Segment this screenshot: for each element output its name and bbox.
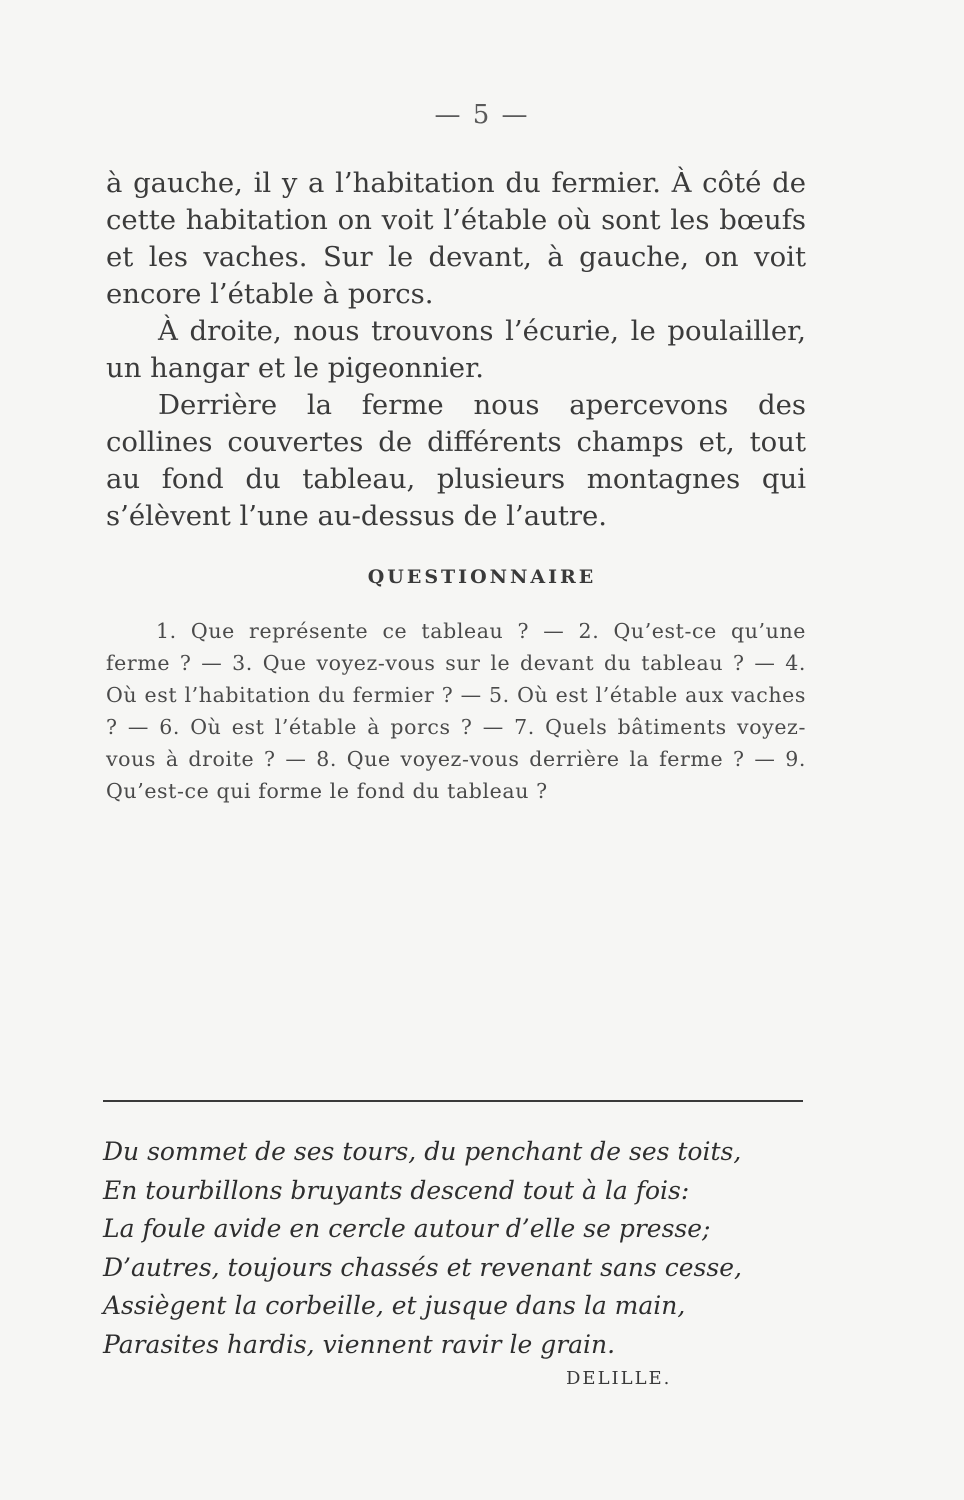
questionnaire-text: 1. Que représente ce tableau ? — 2. Qu’est-ce qu’une ferme ? — 3. Que voyez-vous sur le devant du tableau ? — 4. Où est l’habitation du fermier ? — 5. Où est l’étable aux vaches ? — 6. Où est l’étable à porcs ? — 7. Quels bâtiments voyez-vous à droite ? — 8. Que voyez-vous derrière la ferme ? — 9. Qu’est-ce qui forme le fond du tableau ? xyxy=(106,619,806,803)
poem-line: Du sommet de ses tours, du penchant de ses toits, xyxy=(103,1137,742,1166)
page-number: — 5 — xyxy=(434,100,530,130)
paragraph-farm-right: À droite, nous trouvons l’écurie, le poulailler, un hangar et le pigeonnier. xyxy=(106,315,806,384)
poem-line: En tourbillons bruyants descend tout à la fois: xyxy=(103,1175,690,1205)
poem-line: Parasites hardis, viennent ravir le grain. xyxy=(103,1329,616,1359)
poem-author: DELILLE. xyxy=(566,1368,672,1389)
questionnaire-heading: QUESTIONNAIRE xyxy=(367,566,597,588)
poem-line: La foule avide en cercle autour d’elle se presse; xyxy=(103,1214,711,1243)
poem xyxy=(103,1133,803,1364)
paragraph-farm-background: Derrière la ferme nous apercevons des collines couvertes de différents champs et, tout au fond du tableau, plusieurs montagnes qui s’élèvent l’une au-dessus de l’autre. xyxy=(106,389,806,532)
section-divider xyxy=(103,1100,803,1102)
body-text xyxy=(106,165,806,535)
poem-line: Assiègent la corbeille, et jusque dans la main, xyxy=(103,1291,686,1320)
paragraph-farm-left: à gauche, il y a l’habitation du fermier. À côté de cette habitation on voit l’étable où sont les bœufs et les vaches. Sur le devant, à gauche, on voit encore l’étable à porcs. xyxy=(106,167,806,310)
poem-line: D’autres, toujours chassés et revenant sans cesse, xyxy=(103,1252,742,1282)
